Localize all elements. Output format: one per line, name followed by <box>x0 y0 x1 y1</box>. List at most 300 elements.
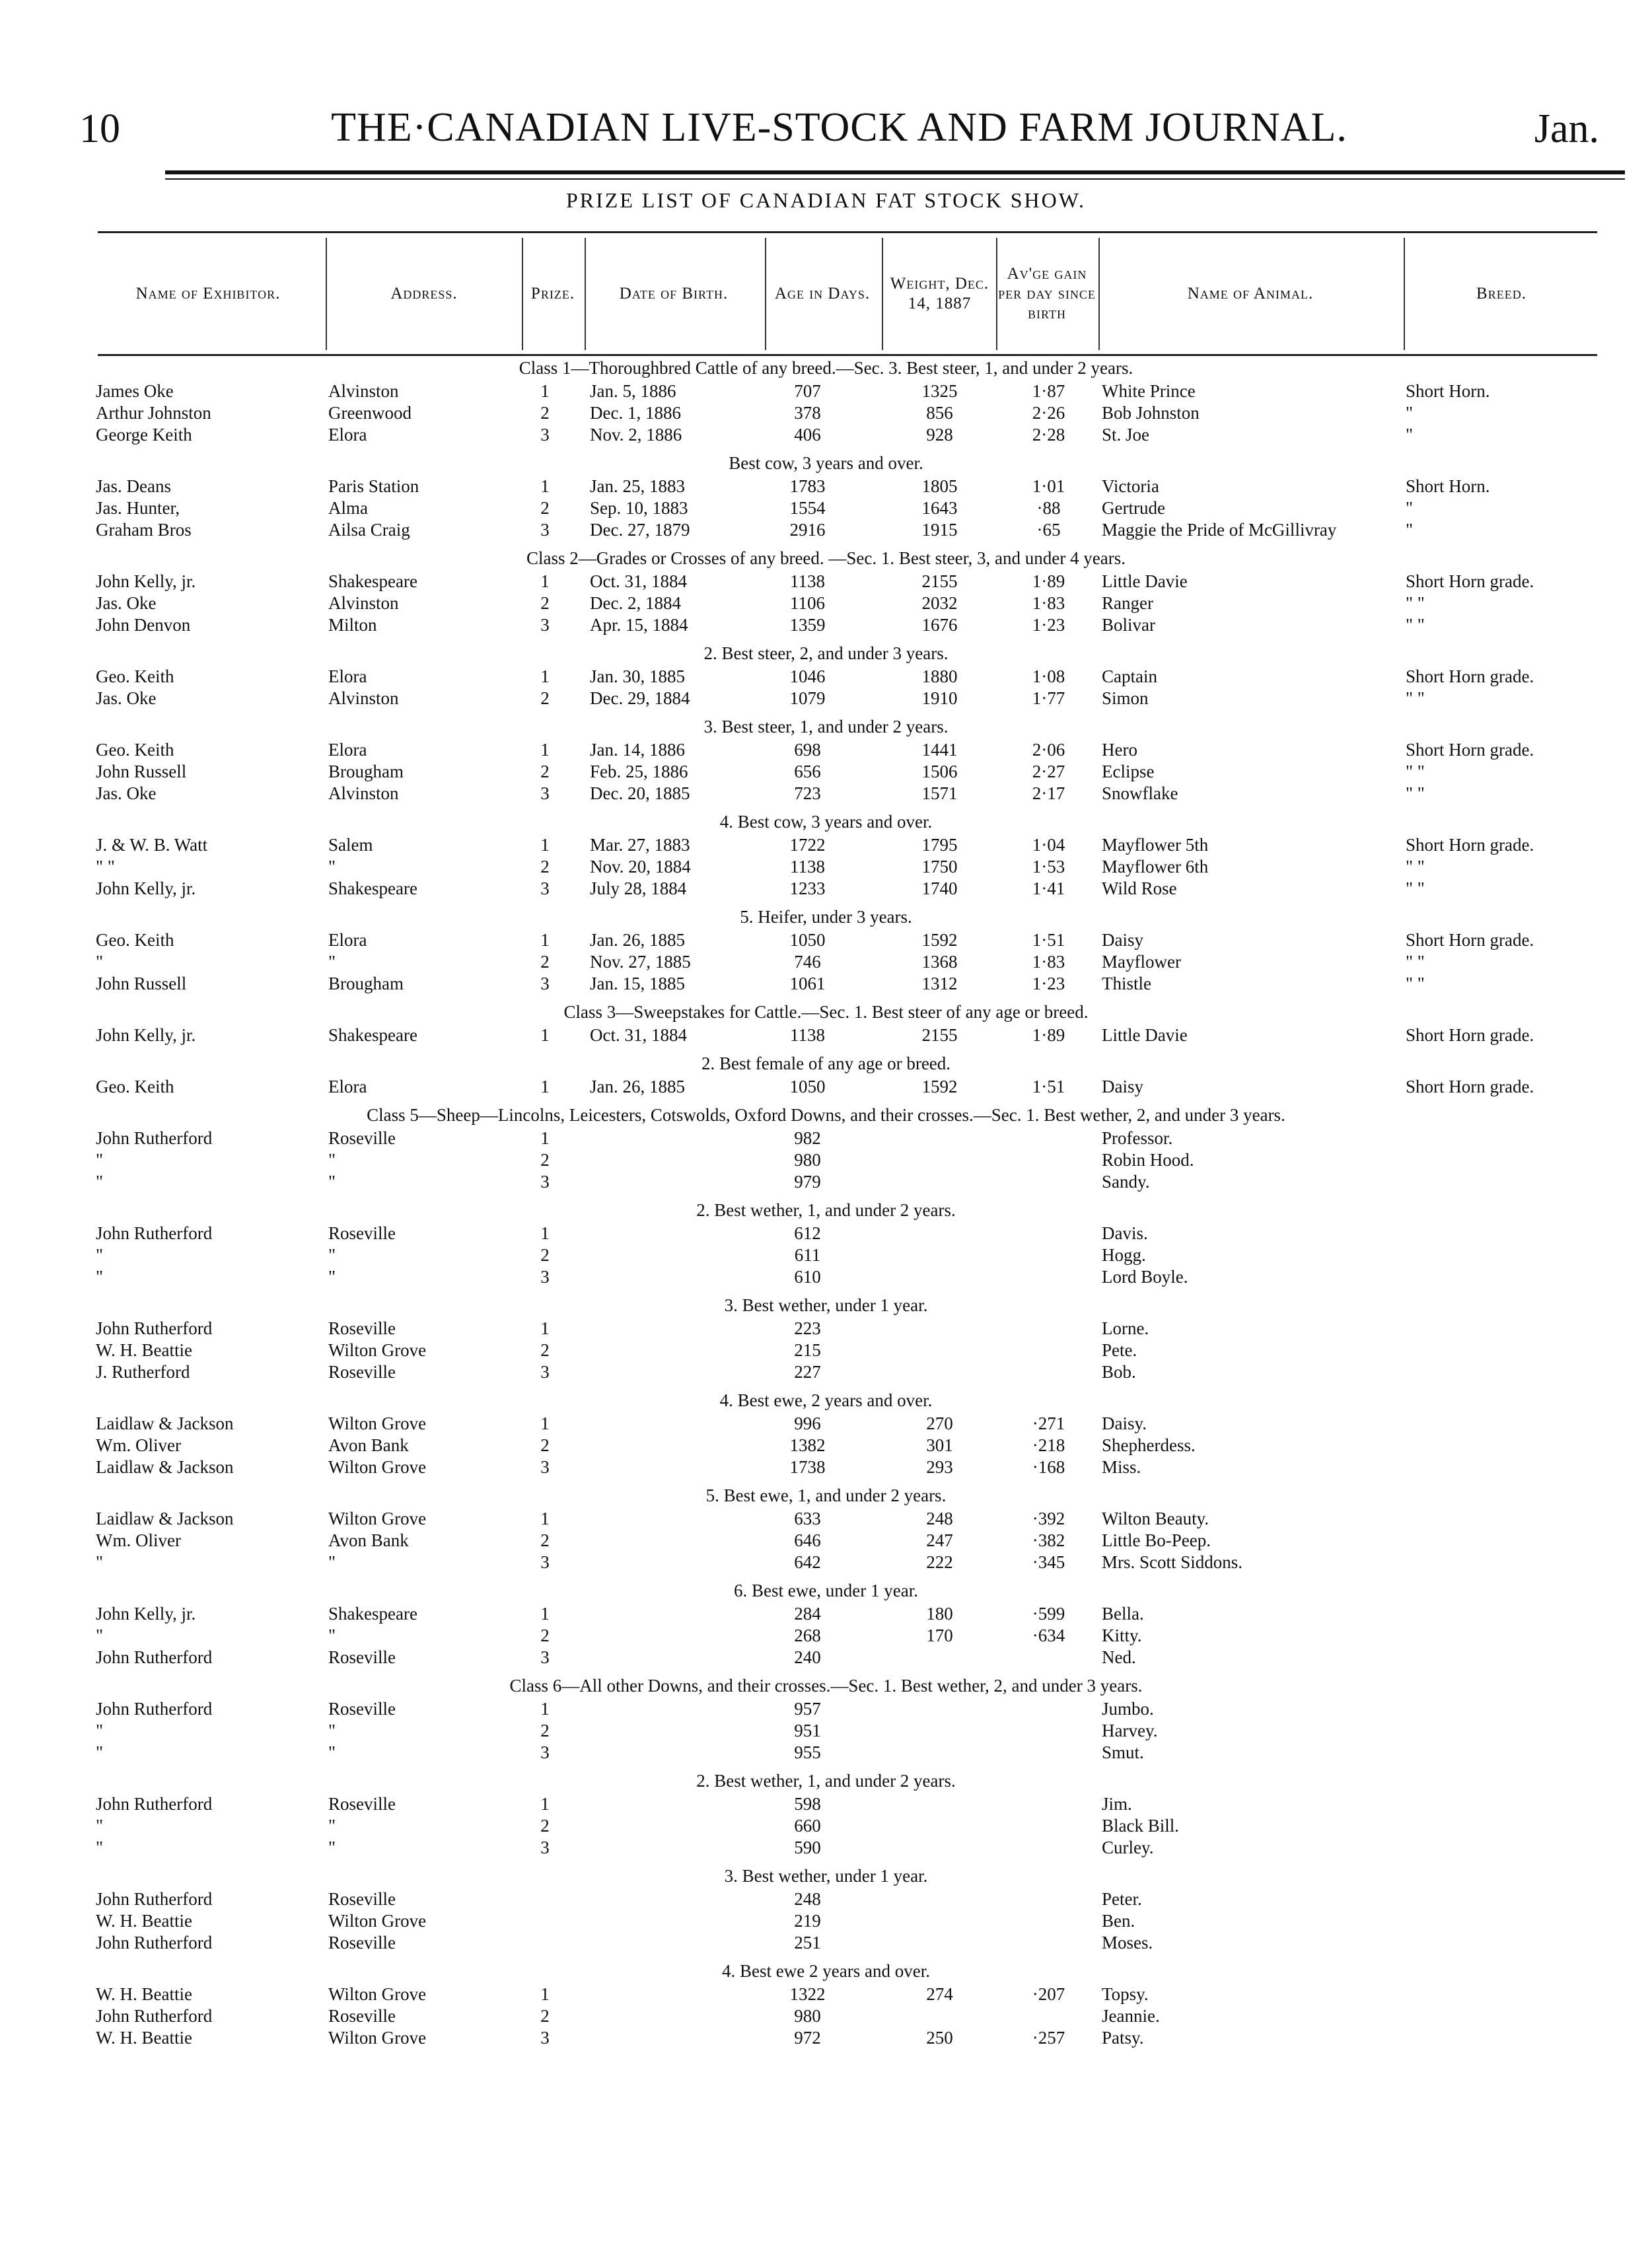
breed-cell: " " <box>1406 974 1425 993</box>
age-cell: 268 <box>794 1626 821 1645</box>
birth-date-cell: Dec. 27, 1879 <box>590 520 690 540</box>
age-cell: 2916 <box>789 520 826 540</box>
address-cell: Avon Bank <box>328 1530 409 1550</box>
animal-name-cell: Harvey. <box>1102 1721 1158 1740</box>
section-gap <box>0 1668 1652 1674</box>
class-heading <box>0 1001 1652 1024</box>
birth-date-cell: Nov. 2, 1886 <box>590 425 682 445</box>
animal-name-cell: Simon <box>1102 688 1149 708</box>
exhibitor-cell: " <box>96 1150 104 1170</box>
address-cell: Wilton Grove <box>328 1340 427 1360</box>
age-cell: 1138 <box>790 1025 825 1045</box>
breed-cell: " " <box>1406 615 1425 635</box>
address-cell: " <box>328 1816 336 1836</box>
breed-cell: " " <box>1406 688 1425 708</box>
masthead-rule-thin <box>165 178 1625 180</box>
address-cell: " <box>328 1267 336 1287</box>
daily-gain-cell: 2·26 <box>1032 403 1065 423</box>
address-cell: Roseville <box>328 2006 396 2026</box>
birth-date-cell: Dec. 20, 1885 <box>590 783 690 803</box>
class-heading <box>0 1294 1652 1317</box>
address-cell: Elora <box>328 740 367 760</box>
address-cell: Elora <box>328 930 367 950</box>
birth-date-cell: Jan. 30, 1885 <box>590 666 685 686</box>
class-heading-text: 2. Best steer, 2, and under 3 years. <box>703 643 949 663</box>
exhibitor-cell: John Rutherford <box>96 1933 213 1952</box>
weight-cell: 270 <box>926 1414 953 1433</box>
class-heading-text: Class 2—Grades or Crosses of any breed. —Sec. 1. Best steer, 3, and under 4 years. <box>526 548 1126 568</box>
table-row <box>0 760 1652 782</box>
animal-name-cell: Professor. <box>1102 1128 1173 1148</box>
age-cell: 707 <box>794 381 821 401</box>
animal-name-cell: White Prince <box>1102 381 1196 401</box>
daily-gain-cell: 1·53 <box>1032 857 1065 877</box>
prize-cell: 2 <box>540 1340 550 1360</box>
exhibitor-cell: John Kelly, jr. <box>96 571 196 591</box>
section-gap <box>0 994 1652 1001</box>
weight-cell: 1506 <box>921 762 958 781</box>
table-row <box>0 972 1652 994</box>
weight-cell: 2032 <box>921 593 958 613</box>
age-cell: 633 <box>794 1509 821 1528</box>
prize-cell: 3 <box>540 1552 550 1572</box>
table-row <box>0 1741 1652 1763</box>
section-gap <box>0 1192 1652 1199</box>
weight-cell: 2155 <box>921 1025 958 1045</box>
age-cell: 1233 <box>789 878 826 898</box>
exhibitor-cell: John Rutherford <box>96 1318 213 1338</box>
table-row <box>0 1602 1652 1624</box>
table-row <box>0 1646 1652 1668</box>
daily-gain-cell: 1·51 <box>1032 1077 1065 1096</box>
age-cell: 980 <box>794 1150 821 1170</box>
table-row <box>0 1793 1652 1814</box>
exhibitor-cell: " <box>96 1816 104 1836</box>
section-gap <box>0 635 1652 642</box>
breed-cell: Short Horn grade. <box>1406 740 1534 760</box>
weight-cell: 180 <box>926 1604 953 1624</box>
col-header-gain: Av'ge gain per day since birth <box>998 265 1096 322</box>
table-row <box>0 423 1652 445</box>
section-gap <box>0 1953 1652 1960</box>
section-gap <box>0 445 1652 452</box>
table-row <box>0 1624 1652 1646</box>
age-cell: 955 <box>794 1742 821 1762</box>
col-header-animal: Name of Animal. <box>1187 285 1314 303</box>
exhibitor-cell: " <box>96 1552 104 1572</box>
prize-cell: 3 <box>540 1742 550 1762</box>
breed-cell: Short Horn grade. <box>1406 1025 1534 1045</box>
birth-date-cell: Jan. 5, 1886 <box>590 381 676 401</box>
daily-gain-cell: ·271 <box>1032 1414 1065 1433</box>
weight-cell: 1880 <box>921 666 958 686</box>
table-row <box>0 1456 1652 1478</box>
animal-name-cell: Ned. <box>1102 1647 1136 1667</box>
animal-name-cell: Davis. <box>1102 1223 1148 1243</box>
age-cell: 598 <box>794 1794 821 1814</box>
class-heading <box>0 452 1652 475</box>
class-heading-text: 4. Best cow, 3 years and over. <box>719 812 933 832</box>
prize-list-title: PRIZE LIST OF CANADIAN FAT STOCK SHOW. <box>566 188 1086 212</box>
birth-date-cell: Sep. 10, 1883 <box>590 498 688 518</box>
age-cell: 1359 <box>789 615 826 635</box>
address-cell: Alvinston <box>328 381 399 401</box>
exhibitor-cell: Wm. Oliver <box>96 1435 181 1455</box>
prize-cell: 1 <box>540 1509 550 1528</box>
animal-name-cell: Mayflower 6th <box>1102 857 1209 877</box>
journal-title: THE·CANADIAN LIVE-STOCK AND FARM JOURNAL. <box>331 105 1347 150</box>
animal-name-cell: Shepherdess. <box>1102 1435 1196 1455</box>
animal-name-cell: Little Davie <box>1102 1025 1188 1045</box>
col-header-exhibitor: Name of Exhibitor. <box>135 285 281 303</box>
class-heading <box>0 1865 1652 1888</box>
age-cell: 951 <box>794 1721 821 1740</box>
birth-date-cell: Feb. 25, 1886 <box>590 762 688 781</box>
daily-gain-cell: ·88 <box>1036 498 1061 518</box>
weight-cell: 1325 <box>921 381 958 401</box>
age-cell: 1046 <box>789 666 826 686</box>
animal-name-cell: Pete. <box>1102 1340 1137 1360</box>
daily-gain-cell: 1·89 <box>1032 571 1065 591</box>
prize-cell: 1 <box>540 1223 550 1243</box>
header-rule-bottom <box>98 354 1597 356</box>
animal-name-cell: Mayflower 5th <box>1102 835 1209 855</box>
address-cell: Alvinston <box>328 688 399 708</box>
address-cell: Brougham <box>328 762 404 781</box>
exhibitor-cell: Jas. Deans <box>96 476 171 496</box>
address-cell: Shakespeare <box>328 1604 417 1624</box>
age-cell: 980 <box>794 2006 821 2026</box>
table-row <box>0 1931 1652 1953</box>
col-divider <box>1098 238 1100 350</box>
weight-cell: 928 <box>926 425 953 445</box>
exhibitor-cell: John Kelly, jr. <box>96 878 196 898</box>
address-cell: Roseville <box>328 1699 396 1719</box>
age-cell: 219 <box>794 1911 821 1931</box>
breed-cell: " <box>1406 498 1414 518</box>
col-header-age: Age in Days. <box>774 285 871 303</box>
weight-cell: 293 <box>926 1457 953 1477</box>
exhibitor-cell: John Rutherford <box>96 2006 213 2026</box>
address-cell: " <box>328 952 336 972</box>
address-cell: " <box>328 1172 336 1192</box>
exhibitor-cell: Laidlaw & Jackson <box>96 1457 234 1477</box>
address-cell: Roseville <box>328 1794 396 1814</box>
address-cell: Roseville <box>328 1223 396 1243</box>
prize-cell: 2 <box>540 1721 550 1740</box>
address-cell: Roseville <box>328 1889 396 1909</box>
animal-name-cell: Lord Boyle. <box>1102 1267 1188 1287</box>
class-heading <box>0 1960 1652 1983</box>
class-heading <box>0 1770 1652 1793</box>
address-cell: Greenwood <box>328 403 412 423</box>
address-cell: " <box>328 1626 336 1645</box>
table-row <box>0 1317 1652 1339</box>
breed-cell: Short Horn. <box>1406 476 1490 496</box>
birth-date-cell: Apr. 15, 1884 <box>590 615 688 635</box>
table-row <box>0 738 1652 760</box>
animal-name-cell: Jeannie. <box>1102 2006 1160 2026</box>
table-row <box>0 834 1652 855</box>
daily-gain-cell: ·218 <box>1032 1435 1065 1455</box>
class-heading-text: Class 1—Thoroughbred Cattle of any breed.—Sec. 3. Best steer, 1, and under 2 years. <box>519 358 1133 378</box>
masthead <box>79 99 1599 165</box>
table-row <box>0 2005 1652 2026</box>
prize-cell: 1 <box>540 1984 550 2004</box>
age-cell: 612 <box>794 1223 821 1243</box>
exhibitor-cell: Jas. Hunter, <box>96 498 180 518</box>
age-cell: 1050 <box>789 930 826 950</box>
address-cell: Wilton Grove <box>328 1911 427 1931</box>
age-cell: 1079 <box>789 688 826 708</box>
table-row <box>0 570 1652 592</box>
daily-gain-cell: ·65 <box>1036 520 1061 540</box>
section-gap <box>0 1573 1652 1579</box>
weight-cell: 856 <box>926 403 953 423</box>
exhibitor-cell: " <box>96 1245 104 1265</box>
birth-date-cell: Jan. 25, 1883 <box>590 476 685 496</box>
weight-cell: 1592 <box>921 930 958 950</box>
address-cell: Salem <box>328 835 373 855</box>
animal-name-cell: Curley. <box>1102 1838 1154 1857</box>
class-heading-text: Best cow, 3 years and over. <box>729 453 923 473</box>
animal-name-cell: Ranger <box>1102 593 1153 613</box>
birth-date-cell: Oct. 31, 1884 <box>590 1025 687 1045</box>
prize-cell: 1 <box>540 1318 550 1338</box>
age-cell: 1783 <box>789 476 826 496</box>
birth-date-cell: Dec. 29, 1884 <box>590 688 690 708</box>
animal-name-cell: Bob Johnston <box>1102 403 1200 423</box>
table-row <box>0 1814 1652 1836</box>
weight-cell: 1441 <box>921 740 958 760</box>
daily-gain-cell: 1·04 <box>1032 835 1065 855</box>
animal-name-cell: Eclipse <box>1102 762 1155 781</box>
class-heading-text: 5. Heifer, under 3 years. <box>740 907 912 927</box>
table-row <box>0 1551 1652 1573</box>
exhibitor-cell: " <box>96 1721 104 1740</box>
animal-name-cell: Black Bill. <box>1102 1816 1179 1836</box>
table-row <box>0 1910 1652 1931</box>
col-header-weight: Weight, Dec. 14, 1887 <box>890 275 989 312</box>
age-cell: 1382 <box>789 1435 826 1455</box>
animal-name-cell: Miss. <box>1102 1457 1141 1477</box>
class-heading-text: 3. Best wether, under 1 year. <box>724 1295 928 1315</box>
age-cell: 406 <box>794 425 821 445</box>
weight-cell: 1643 <box>921 498 958 518</box>
birth-date-cell: Nov. 20, 1884 <box>590 857 691 877</box>
daily-gain-cell: 1·83 <box>1032 952 1065 972</box>
table-row <box>0 665 1652 687</box>
age-cell: 227 <box>794 1362 821 1382</box>
exhibitor-cell: Geo. Keith <box>96 740 174 760</box>
animal-name-cell: Mayflower <box>1102 952 1181 972</box>
class-heading-text: 2. Best wether, 1, and under 2 years. <box>696 1200 956 1220</box>
table-row <box>0 592 1652 614</box>
animal-name-cell: Robin Hood. <box>1102 1150 1194 1170</box>
address-cell: " <box>328 1838 336 1857</box>
class-heading-text: 3. Best steer, 1, and under 2 years. <box>703 717 949 736</box>
exhibitor-cell: " <box>96 1172 104 1192</box>
class-heading <box>0 1579 1652 1602</box>
weight-cell: 248 <box>926 1509 953 1528</box>
address-cell: Paris Station <box>328 476 419 496</box>
address-cell: Elora <box>328 425 367 445</box>
address-cell: Elora <box>328 666 367 686</box>
age-cell: 1138 <box>790 857 825 877</box>
prize-cell: 2 <box>540 688 550 708</box>
class-heading <box>0 906 1652 929</box>
breed-cell: Short Horn grade. <box>1406 666 1534 686</box>
age-cell: 996 <box>794 1414 821 1433</box>
weight-cell: 1740 <box>921 878 958 898</box>
section-gap <box>0 1382 1652 1389</box>
animal-name-cell: Thistle <box>1102 974 1151 993</box>
address-cell: Milton <box>328 615 377 635</box>
prize-cell: 2 <box>540 593 550 613</box>
breed-cell: Short Horn grade. <box>1406 1077 1534 1096</box>
exhibitor-cell: John Russell <box>96 974 187 993</box>
breed-cell: Short Horn grade. <box>1406 571 1534 591</box>
table-row <box>0 1222 1652 1244</box>
daily-gain-cell: 1·51 <box>1032 930 1065 950</box>
animal-name-cell: Little Bo-Peep. <box>1102 1530 1211 1550</box>
age-cell: 251 <box>794 1933 821 1952</box>
prize-cell: 1 <box>540 1128 550 1148</box>
address-cell: " <box>328 1721 336 1740</box>
animal-name-cell: Bella. <box>1102 1604 1144 1624</box>
animal-name-cell: Topsy. <box>1102 1984 1149 2004</box>
age-cell: 1554 <box>789 498 826 518</box>
animal-name-cell: Smut. <box>1102 1742 1144 1762</box>
address-cell: Roseville <box>328 1647 396 1667</box>
class-heading-text: 4. Best ewe 2 years and over. <box>722 1961 930 1981</box>
animal-name-cell: Daisy. <box>1102 1414 1147 1433</box>
age-cell: 1738 <box>789 1457 826 1477</box>
masthead-rule <box>165 170 1625 174</box>
weight-cell: 250 <box>926 2028 953 2048</box>
section-gap <box>0 1478 1652 1484</box>
class-heading-text: Class 5—Sheep—Lincolns, Leicesters, Cotswolds, Oxford Downs, and their crosses.—Sec. 1. Best wether, 2, and under 3 years. <box>367 1105 1285 1125</box>
prize-cell: 2 <box>540 1530 550 1550</box>
age-cell: 284 <box>794 1604 821 1624</box>
age-cell: 590 <box>794 1838 821 1857</box>
prize-cell: 2 <box>540 2006 550 2026</box>
exhibitor-cell: John Rutherford <box>96 1794 213 1814</box>
prize-cell: 3 <box>540 974 550 993</box>
header-rule-top <box>98 231 1597 233</box>
daily-gain-cell: ·634 <box>1032 1626 1065 1645</box>
section-gap <box>0 804 1652 810</box>
exhibitor-cell: Geo. Keith <box>96 1077 174 1096</box>
exhibitor-cell: John Rutherford <box>96 1889 213 1909</box>
prize-cell: 2 <box>540 857 550 877</box>
table-row <box>0 1412 1652 1434</box>
age-cell: 723 <box>794 783 821 803</box>
prize-cell: 3 <box>540 878 550 898</box>
table-row <box>0 687 1652 709</box>
daily-gain-cell: 1·01 <box>1032 476 1065 496</box>
daily-gain-cell: ·599 <box>1032 1604 1065 1624</box>
age-cell: 1106 <box>790 593 825 613</box>
exhibitor-cell: John Rutherford <box>96 1223 213 1243</box>
table-row <box>0 1024 1652 1046</box>
age-cell: 240 <box>794 1647 821 1667</box>
address-cell: Shakespeare <box>328 1025 417 1045</box>
prize-cell: 1 <box>540 666 550 686</box>
table-row <box>0 1170 1652 1192</box>
daily-gain-cell: ·207 <box>1032 1984 1065 2004</box>
exhibitor-cell: John Denvon <box>96 615 191 635</box>
exhibitor-cell: Jas. Oke <box>96 783 157 803</box>
birth-date-cell: Mar. 27, 1883 <box>590 835 690 855</box>
daily-gain-cell: 1·83 <box>1032 593 1065 613</box>
col-header-address: Address. <box>390 285 458 303</box>
address-cell: Wilton Grove <box>328 1457 427 1477</box>
weight-cell: 222 <box>926 1552 953 1572</box>
prize-cell: 3 <box>540 1362 550 1382</box>
breed-cell: " " <box>1406 857 1425 877</box>
animal-name-cell: Moses. <box>1102 1933 1153 1952</box>
prize-cell: 2 <box>540 1626 550 1645</box>
weight-cell: 247 <box>926 1530 953 1550</box>
exhibitor-cell: John Kelly, jr. <box>96 1025 196 1045</box>
prize-cell: 3 <box>540 2028 550 2048</box>
prize-cell: 3 <box>540 1172 550 1192</box>
class-heading <box>0 1674 1652 1698</box>
address-cell: " <box>328 1150 336 1170</box>
address-cell: Shakespeare <box>328 571 417 591</box>
address-cell: " <box>328 1742 336 1762</box>
prize-cell: 2 <box>540 1245 550 1265</box>
animal-name-cell: Patsy. <box>1102 2028 1144 2048</box>
prize-cell: 1 <box>540 1077 550 1096</box>
table-row <box>0 1719 1652 1741</box>
address-cell: Roseville <box>328 1318 396 1338</box>
age-cell: 982 <box>794 1128 821 1148</box>
animal-name-cell: Little Davie <box>1102 571 1188 591</box>
exhibitor-cell: Jas. Oke <box>96 593 157 613</box>
class-heading-text: 2. Best wether, 1, and under 2 years. <box>696 1771 956 1791</box>
table-row <box>0 519 1652 540</box>
daily-gain-cell: 1·23 <box>1032 974 1065 993</box>
weight-cell: 274 <box>926 1984 953 2004</box>
table-row <box>0 1836 1652 1858</box>
table-row <box>0 1434 1652 1456</box>
age-cell: 979 <box>794 1172 821 1192</box>
class-heading-text: 3. Best wether, under 1 year. <box>724 1866 928 1886</box>
breed-cell: " " <box>1406 593 1425 613</box>
section-gap <box>0 1046 1652 1052</box>
class-heading-text: Class 3—Sweepstakes for Cattle.—Sec. 1. Best steer of any age or breed. <box>563 1002 1089 1022</box>
birth-date-cell: Jan. 26, 1885 <box>590 1077 685 1096</box>
exhibitor-cell: John Rutherford <box>96 1699 213 1719</box>
section-gap <box>0 540 1652 547</box>
exhibitor-cell: W. H. Beattie <box>96 1984 192 2004</box>
col-divider <box>1404 238 1405 350</box>
daily-gain-cell: 2·27 <box>1032 762 1065 781</box>
animal-name-cell: Peter. <box>1102 1889 1142 1909</box>
section-gap <box>0 899 1652 906</box>
col-divider <box>882 238 883 350</box>
daily-gain-cell: ·392 <box>1032 1509 1065 1528</box>
age-cell: 1722 <box>789 835 826 855</box>
daily-gain-cell: 1·08 <box>1032 666 1065 686</box>
exhibitor-cell: John Rutherford <box>96 1647 213 1667</box>
class-heading <box>0 715 1652 738</box>
table-row <box>0 380 1652 402</box>
age-cell: 698 <box>794 740 821 760</box>
age-cell: 1061 <box>789 974 826 993</box>
